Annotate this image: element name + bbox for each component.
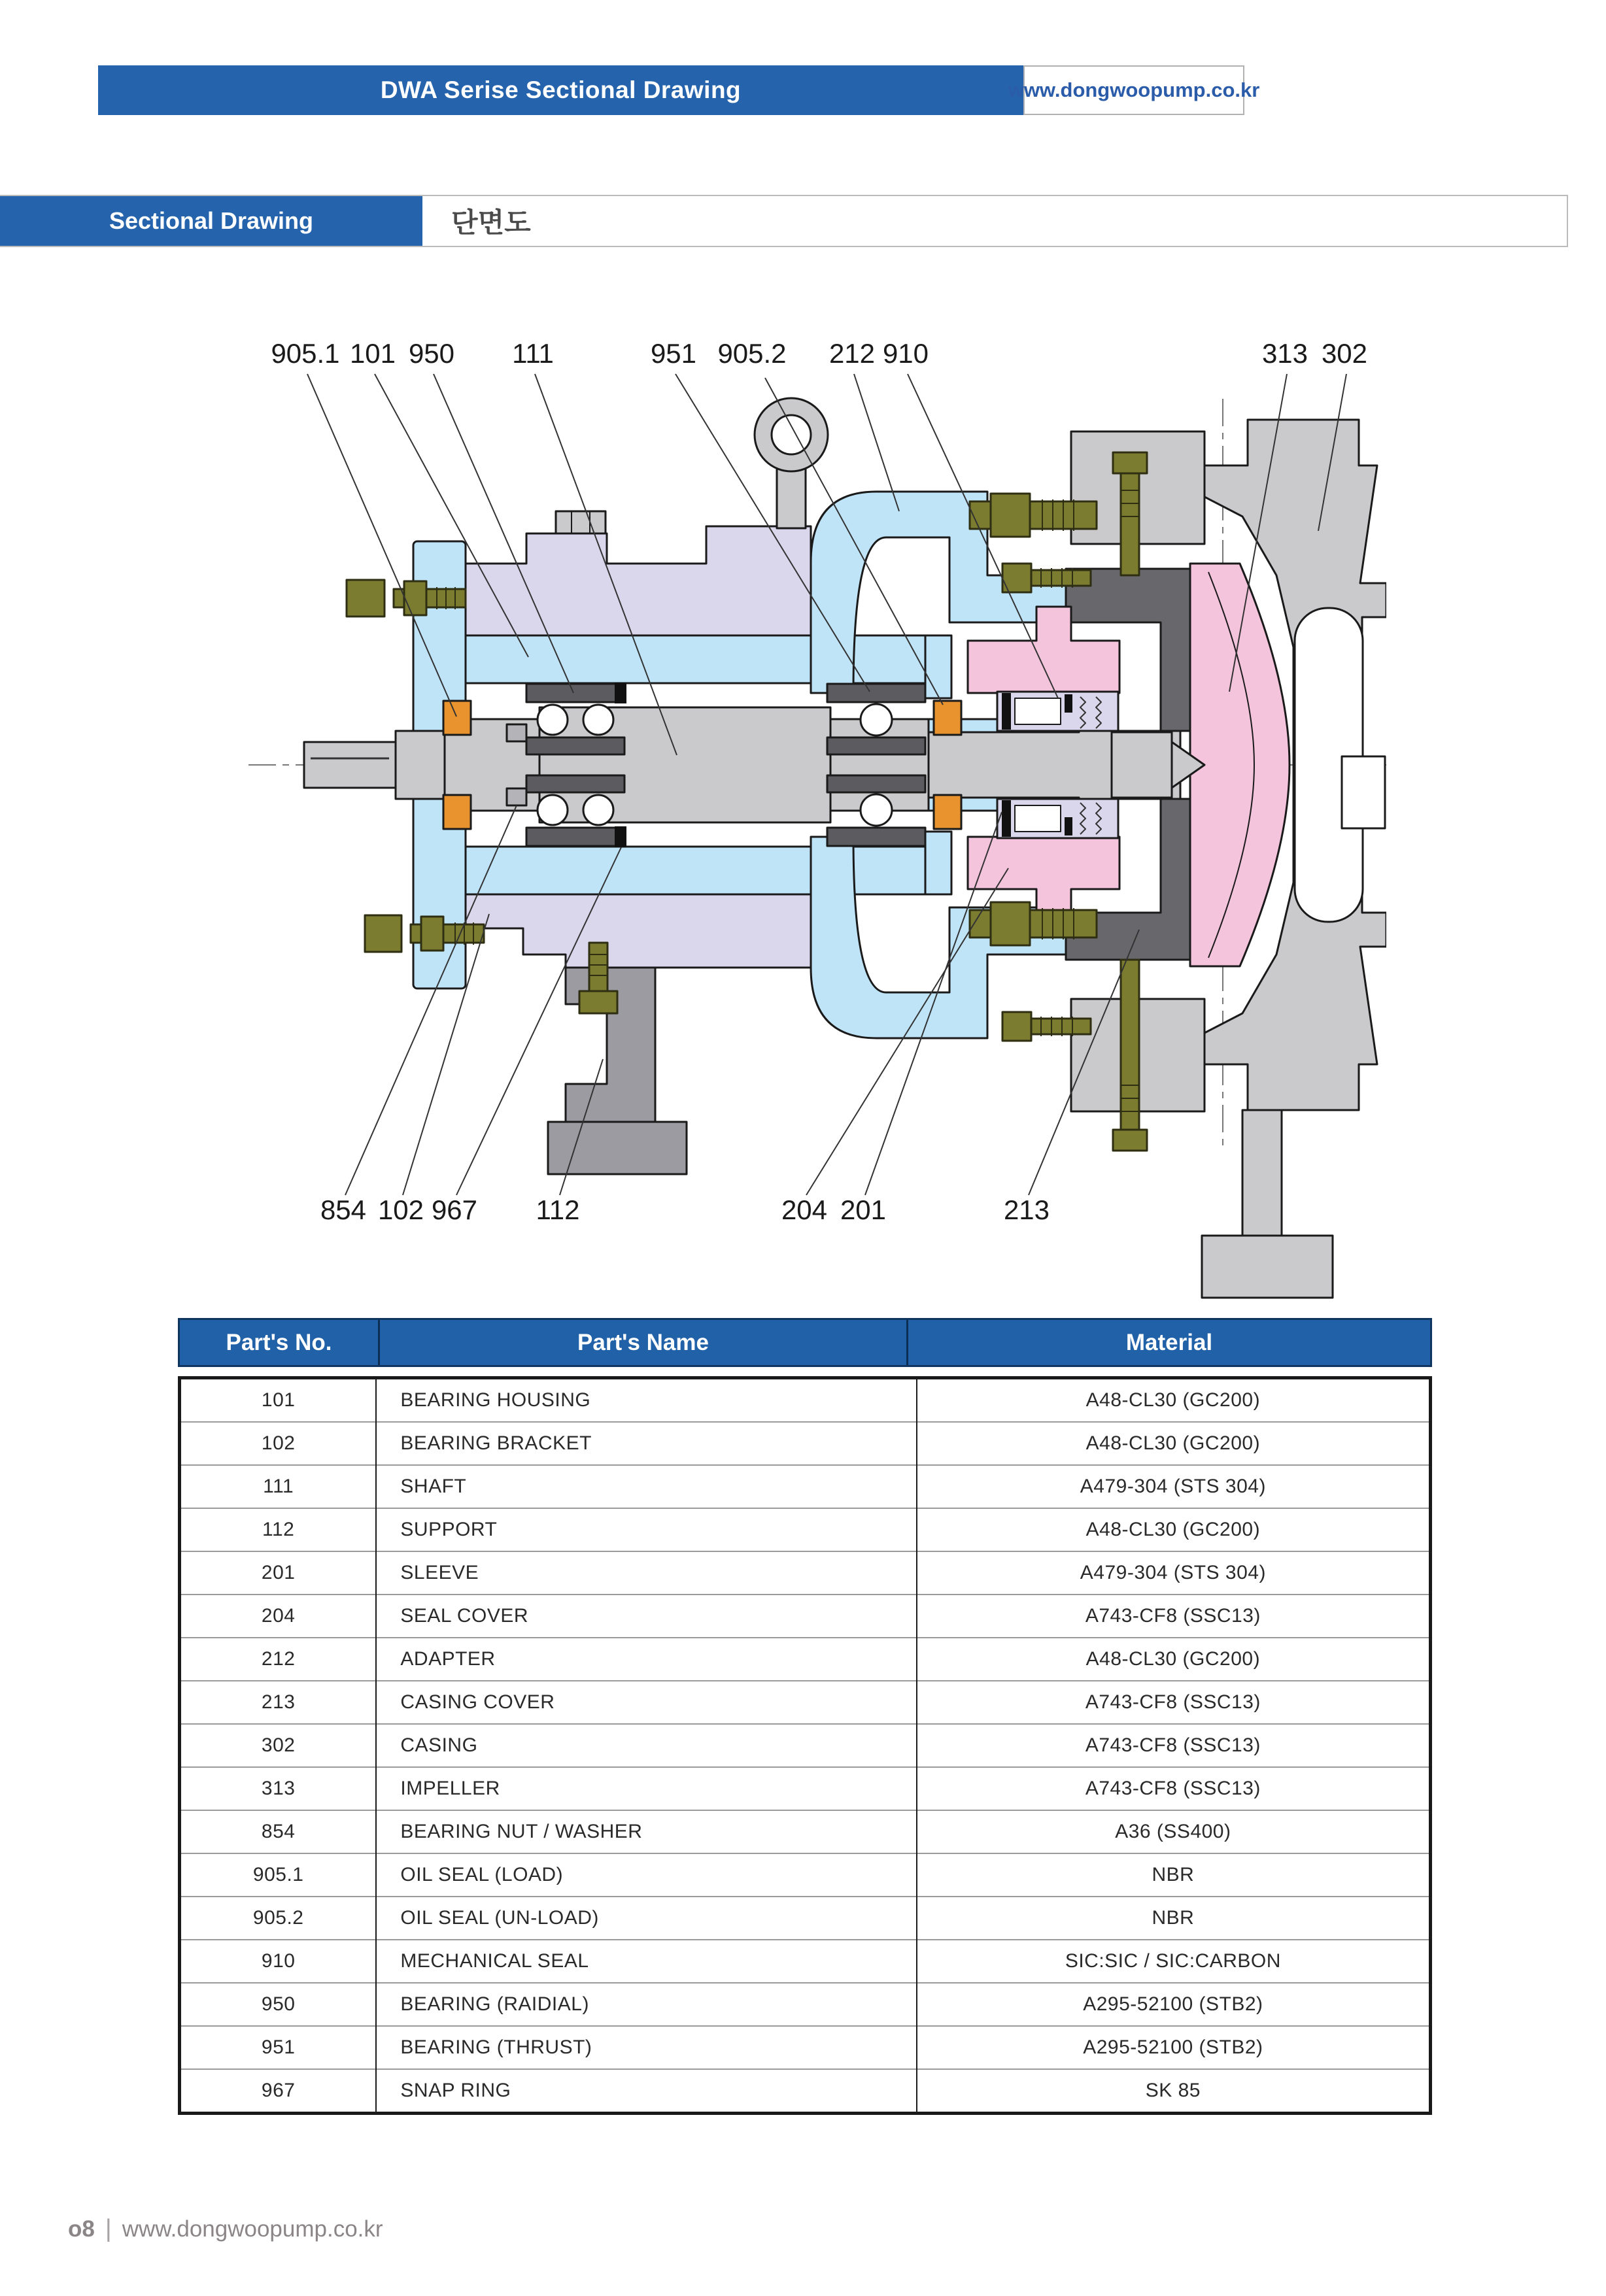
callout-910: 910 (882, 338, 929, 369)
page-footer (68, 2215, 383, 2243)
callout-313: 313 (1261, 338, 1308, 369)
material-cell: A48-CL30 (GC200) (1085, 1389, 1261, 1411)
material-cell: A743-CF8 (SSC13) (917, 1724, 1431, 1767)
part-no-cell: 951 (180, 2026, 377, 2069)
part-no-cell: 204 (180, 1595, 377, 1638)
page-number: o8 (68, 2216, 95, 2242)
callout-854: 854 (320, 1194, 367, 1225)
callout-212: 212 (829, 338, 876, 369)
callout-967: 967 (431, 1194, 478, 1225)
material-cell: A36 (SS400) (917, 1810, 1431, 1853)
table-row (180, 1810, 1431, 1853)
callout-905-1: 905.1 (271, 338, 340, 369)
part-name-cell: SUPPORT (376, 1508, 916, 1551)
callout-201: 201 (840, 1194, 887, 1225)
parts-table-body (180, 1378, 1431, 2114)
table-row (180, 1983, 1431, 2026)
table-row (180, 1940, 1431, 1983)
table-row (180, 1551, 1431, 1595)
part-no-cell: 905.2 (180, 1897, 377, 1940)
section-title-strip (0, 195, 1568, 247)
website-link[interactable]: www.dongwoopump.co.kr (1008, 78, 1260, 101)
part-no-cell: 201 (180, 1551, 377, 1595)
website-box (1008, 65, 1260, 115)
part-name-cell: SHAFT (376, 1465, 916, 1508)
callout-112: 112 (536, 1194, 580, 1225)
table-row (180, 1465, 1431, 1508)
table-row (180, 1508, 1431, 1551)
hex-plug (556, 511, 606, 533)
material-cell: A743-CF8 (SSC13) (917, 1681, 1431, 1724)
part-name-cell: BEARING BRACKET (376, 1422, 916, 1465)
callout-213: 213 (1003, 1194, 1050, 1225)
part-no-cell: 101 (180, 1378, 377, 1423)
header-material: Material (1125, 1329, 1213, 1355)
part-no-cell: 212 (180, 1638, 377, 1681)
material-cell: A743-CF8 (SSC13) (917, 1595, 1431, 1638)
table-row (180, 1422, 1431, 1465)
part-no-cell: 910 (180, 1940, 377, 1983)
material-cell: SK 85 (917, 2069, 1431, 2114)
table-row (180, 1378, 1431, 1423)
part-name-cell: SNAP RING (376, 2069, 916, 2114)
callout-302: 302 (1321, 338, 1368, 369)
material-cell: A479-304 (STS 304) (917, 1551, 1431, 1595)
table-row (180, 1897, 1431, 1940)
callout-905-2: 905.2 (717, 338, 787, 369)
table-row (180, 1767, 1431, 1810)
callout-951: 951 (650, 338, 697, 369)
material-cell: NBR (917, 1897, 1431, 1940)
part-no-cell: 111 (180, 1465, 377, 1508)
pump-sectional-drawing (248, 301, 1386, 1308)
material-cell: NBR (917, 1853, 1431, 1897)
part-no-cell: 950 (180, 1983, 377, 2026)
parts-table-header (178, 1318, 1432, 1367)
part-name-cell: CASING COVER (376, 1681, 916, 1724)
part-no-cell: 102 (180, 1422, 377, 1465)
page-header-bar (98, 65, 1023, 115)
part-name-cell: BEARING HOUSING (376, 1378, 916, 1423)
callout-204: 204 (781, 1194, 828, 1225)
part-no-cell: 905.1 (180, 1853, 377, 1897)
part-no-cell: 854 (180, 1810, 377, 1853)
table-row (180, 1681, 1431, 1724)
part-no-cell: 313 (180, 1767, 377, 1810)
callout-111: 111 (512, 338, 554, 369)
material-cell: A295-52100 (STB2) (917, 2026, 1431, 2069)
parts-table (178, 1376, 1432, 2115)
section-title-ko: 단면도 (451, 207, 531, 238)
material-cell: A479-304 (STS 304) (917, 1465, 1431, 1508)
table-row (180, 2069, 1431, 2114)
part-name-cell: SEAL COVER (376, 1595, 916, 1638)
eye-bolt (755, 398, 828, 528)
section-title-en-box (0, 196, 422, 246)
material-cell: A48-CL30 (GC200) (917, 1638, 1431, 1681)
material-cell: A295-52100 (STB2) (917, 1983, 1431, 2026)
part-name-cell: IMPELLER (376, 1767, 916, 1810)
callout-102: 102 (377, 1194, 424, 1225)
table-row (180, 2026, 1431, 2069)
part-name-cell: ADAPTER (376, 1638, 916, 1681)
material-cell: A743-CF8 (SSC13) (917, 1767, 1431, 1810)
header-parts-name: Part's Name (380, 1320, 908, 1365)
section-title-en: Sectional Drawing (109, 207, 314, 234)
material-cell: SIC:SIC / SIC:CARBON (917, 1940, 1431, 1983)
page-header-title: DWA Serise Sectional Drawing (380, 76, 742, 103)
suction-bore (1342, 756, 1385, 828)
header-parts-no: Part's No. (180, 1320, 380, 1365)
part-no-cell: 967 (180, 2069, 377, 2114)
table-row (180, 1853, 1431, 1897)
callout-101: 101 (349, 338, 396, 369)
table-row (180, 1724, 1431, 1767)
part-name-cell: BEARING (THRUST) (376, 2026, 916, 2069)
table-row (180, 1638, 1431, 1681)
part-name-cell: SLEEVE (376, 1551, 916, 1595)
material-cell: A48-CL30 (GC200) (917, 1508, 1431, 1551)
part-no-cell: 112 (180, 1508, 377, 1551)
part-no-cell: 302 (180, 1724, 377, 1767)
material-cell: A48-CL30 (GC200) (917, 1422, 1431, 1465)
part-name-cell: BEARING NUT / WASHER (376, 1810, 916, 1853)
callout-950: 950 (408, 338, 455, 369)
footer-website[interactable]: www.dongwoopump.co.kr (122, 2216, 383, 2242)
part-no-cell: 213 (180, 1681, 377, 1724)
part-name-cell: CASING (376, 1724, 916, 1767)
part-name-cell: OIL SEAL (LOAD) (376, 1853, 916, 1897)
table-row (180, 1595, 1431, 1638)
part-name-cell: OIL SEAL (UN-LOAD) (376, 1897, 916, 1940)
footer-divider: | (105, 2215, 112, 2242)
part-name-cell: BEARING (RAIDIAL) (376, 1983, 916, 2026)
part-name-cell: MECHANICAL SEAL (376, 1940, 916, 1983)
